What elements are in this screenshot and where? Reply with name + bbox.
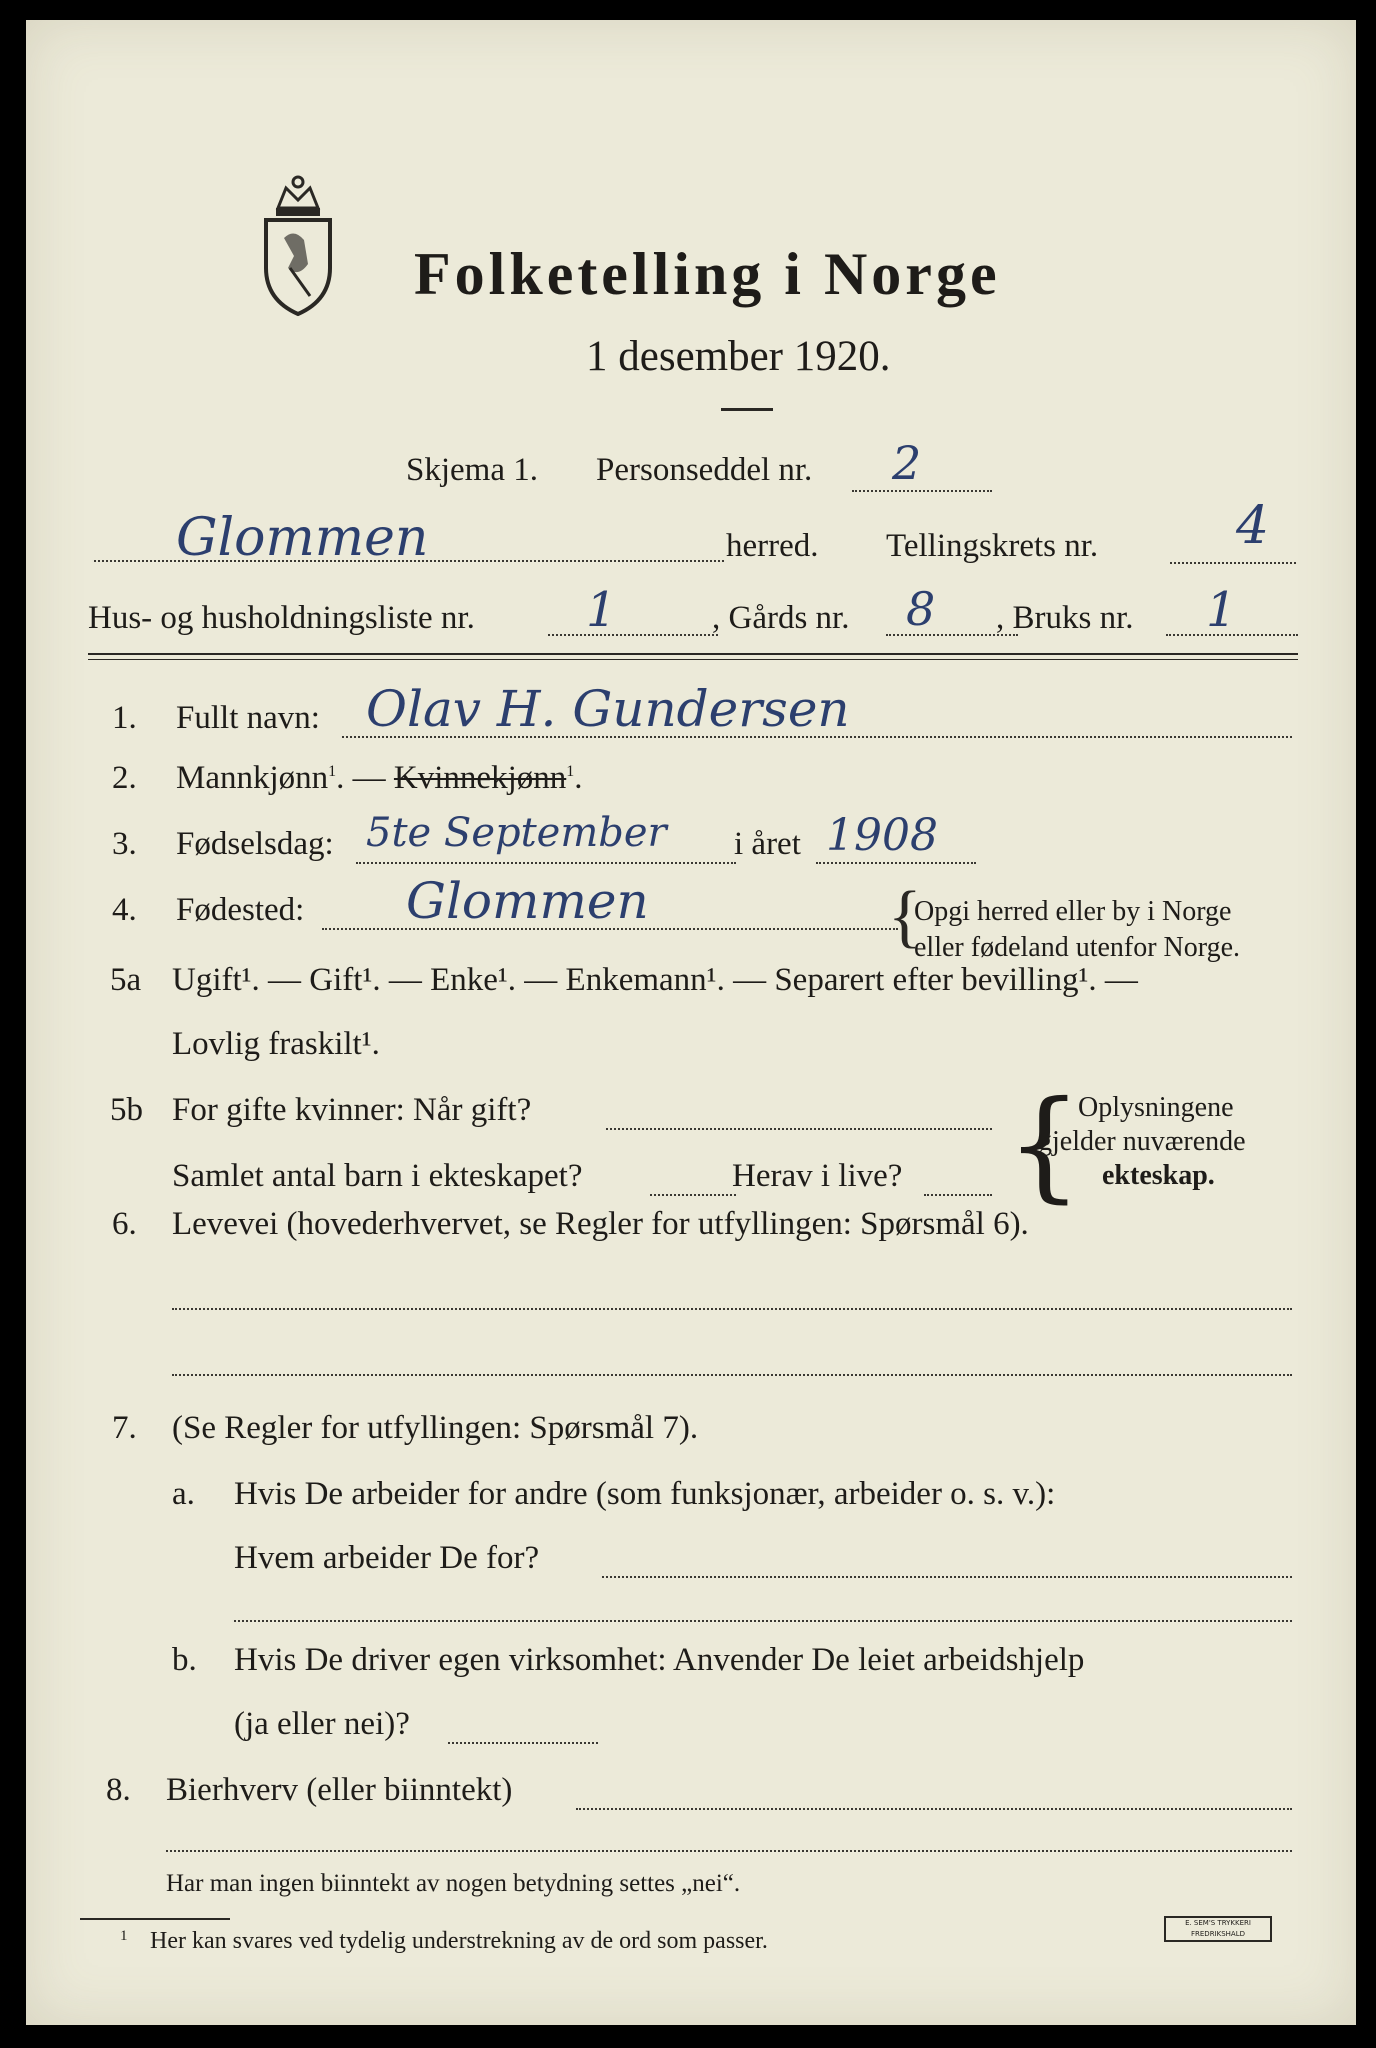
q4-brace: { <box>888 878 922 955</box>
q5b-married-line <box>606 1128 992 1130</box>
bruks-value: 1 <box>1206 582 1237 638</box>
q1-value: Olav H. Gundersen <box>366 680 850 738</box>
q3-value: 5te September <box>366 810 667 856</box>
q5a-number: 5a <box>110 962 142 998</box>
q2-female-footnote: 1 <box>566 763 575 780</box>
q5b-note-3: ekteskap. <box>1102 1160 1215 1191</box>
q5b-note-2: gjelder nuværende <box>1038 1126 1246 1157</box>
q5a-line-2: Lovlig fraskilt¹. <box>172 1026 380 1062</box>
q5b-number: 5b <box>110 1092 143 1128</box>
q3-line <box>356 862 736 864</box>
q5b-line-1: For gifte kvinner: Når gift? <box>172 1092 532 1128</box>
q4-number: 4. <box>112 892 137 928</box>
schema-label: Skjema 1. <box>406 452 538 488</box>
q5b-children-line <box>650 1194 736 1196</box>
q7b-line-2: (ja eller nei)? <box>234 1706 410 1742</box>
tellingskrets-line <box>1170 562 1296 564</box>
q1-number: 1. <box>112 700 137 736</box>
q7-label: (Se Regler for utfyllingen: Spørsmål 7). <box>172 1410 699 1446</box>
q3-year-label: i året <box>734 826 801 862</box>
gards-label: , Gårds nr. <box>712 600 850 636</box>
gards-value: 8 <box>906 582 936 636</box>
husliste-line <box>548 634 718 636</box>
q2-end: . <box>574 760 583 796</box>
footnote-rule <box>80 1918 230 1920</box>
husliste-label: Hus- og husholdningsliste nr. <box>88 600 475 636</box>
herred-label: herred. <box>726 528 819 564</box>
q2-male-option: Mannkjønn <box>176 760 329 796</box>
q3-number: 3. <box>112 826 137 862</box>
q7b-letter: b. <box>172 1642 197 1678</box>
herred-value: Glommen <box>176 508 429 568</box>
q5b-line-2a: Samlet antal barn i ekteskapet? <box>172 1158 583 1194</box>
title-divider <box>721 408 773 411</box>
q5b-alive-line <box>924 1194 992 1196</box>
q5b-note-1: Oplysningene <box>1078 1092 1234 1123</box>
q4-note-1: Opgi herred eller by i Norge <box>914 896 1232 927</box>
printer-stamp: E. SEM'S TRYKKERI FREDRIKSHALD <box>1164 1916 1272 1942</box>
husliste-value: 1 <box>586 582 617 638</box>
coat-of-arms-icon <box>248 168 348 318</box>
q5b-line-2b: Herav i live? <box>732 1158 903 1194</box>
personseddel-value: 2 <box>892 436 922 490</box>
q6-answer-line-2 <box>172 1374 1292 1376</box>
q6-label: Levevei (hovederhvervet, se Regler for utfyllingen: Spørsmål 6). <box>172 1206 1029 1242</box>
q7a-line-1: Hvis De arbeider for andre (som funksjonær, arbeider o. s. v.): <box>234 1476 1056 1512</box>
header-rule-top <box>88 653 1298 655</box>
q5b-brace: { <box>1006 1076 1083 1215</box>
header-rule-bottom <box>88 659 1298 660</box>
footnote-mark: 1 <box>120 1928 128 1944</box>
q2-male-footnote: 1 <box>328 763 337 780</box>
q1-label: Fullt navn: <box>176 700 320 736</box>
tellingskrets-label: Tellingskrets nr. <box>886 528 1099 564</box>
q7a-answer-line-1 <box>602 1576 1292 1578</box>
q7a-letter: a. <box>172 1476 195 1512</box>
q6-answer-line-1 <box>172 1308 1292 1310</box>
bruks-label: , Bruks nr. <box>996 600 1134 636</box>
q2-number: 2. <box>112 760 137 796</box>
q4-label: Fødested: <box>176 892 305 928</box>
census-date: 1 desember 1920. <box>586 333 891 380</box>
personseddel-label: Personseddel nr. <box>596 452 813 488</box>
form-title: Folketelling i Norge <box>414 241 1001 307</box>
q3-year-value: 1908 <box>826 810 938 861</box>
footnote-text: Her kan svares ved tydelig understrekning av de ord som passer. <box>150 1928 768 1954</box>
q2-options <box>176 760 583 797</box>
q3-label: Fødselsdag: <box>176 826 334 862</box>
census-form-sheet <box>26 20 1356 2025</box>
q8-label: Bierhverv (eller biinntekt) <box>166 1772 513 1808</box>
q7b-line-1: Hvis De driver egen virksomhet: Anvender De leiet arbeidshjelp <box>234 1642 1085 1678</box>
q8-answer-line-1 <box>576 1808 1292 1810</box>
q3-year-line <box>816 862 976 864</box>
q2-female-option: Kvinnekjønn <box>393 760 567 796</box>
q7a-line-2: Hvem arbeider De for? <box>234 1540 540 1576</box>
q7a-answer-line-2 <box>234 1620 1292 1622</box>
tellingskrets-value: 4 <box>1236 496 1270 556</box>
q2-separator: . — <box>336 760 386 796</box>
q7-number: 7. <box>112 1410 137 1446</box>
q6-number: 6. <box>112 1206 137 1242</box>
q5a-line-1: Ugift¹. — Gift¹. — Enke¹. — Enkemann¹. — Separert efter bevilling¹. — <box>172 962 1138 998</box>
q8-number: 8. <box>106 1772 131 1808</box>
q8-answer-line-2 <box>166 1850 1292 1852</box>
personseddel-line <box>852 490 992 492</box>
q4-note-2: eller fødeland utenfor Norge. <box>914 932 1241 963</box>
q4-value: Glommen <box>406 872 649 930</box>
q7b-answer-line <box>448 1742 598 1744</box>
q8-note: Har man ingen biinntekt av nogen betydning settes „nei“. <box>166 1870 741 1897</box>
